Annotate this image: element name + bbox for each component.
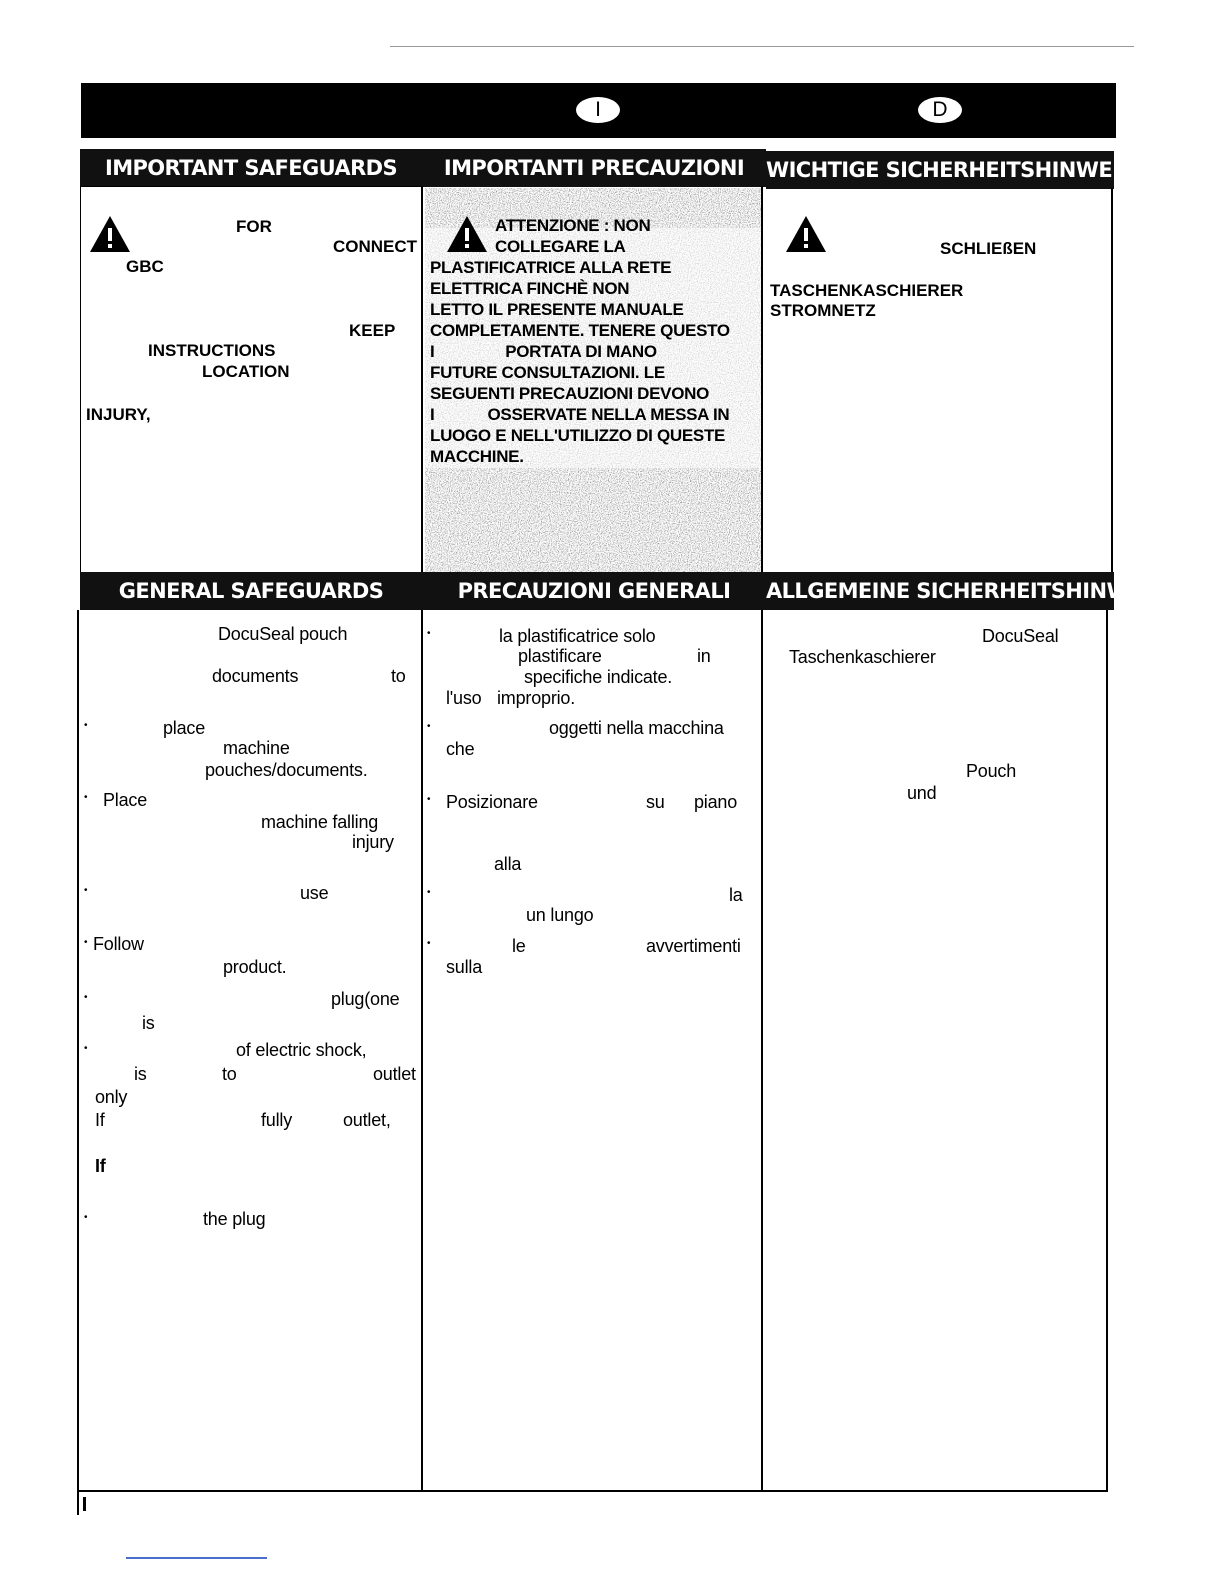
en-general-fragment: of electric shock,	[236, 1040, 367, 1060]
it-general-fragment: sulla	[446, 957, 483, 977]
bottom-border	[77, 1490, 1108, 1492]
it-general-fragment: la plastificatrice solo	[499, 626, 656, 646]
it-general-fragment: un lungo	[526, 905, 594, 925]
warning-icon-italian	[445, 214, 489, 254]
en-general-fragment: pouches/documents.	[205, 760, 368, 780]
it-important-line: ELETTRICA FINCHÈ NON	[430, 279, 630, 298]
it-general-fragment: oggetti nella macchina	[549, 718, 724, 738]
de-general-fragment: und	[907, 783, 937, 803]
it-important-line: I PORTATA DI MANO	[430, 342, 657, 361]
it-important-line: COMPLETAMENTE. TENERE QUESTO	[430, 321, 730, 340]
it-general-fragment: che	[446, 739, 475, 759]
en-important-fragment: LOCATION	[202, 362, 290, 381]
en-general-fragment: DocuSeal pouch	[218, 624, 348, 644]
header-important-safeguards: IMPORTANT SAFEGUARDS	[80, 149, 422, 187]
en-important-fragment: INJURY,	[86, 405, 151, 424]
de-important-fragment: SCHLIEßEN	[940, 239, 1037, 258]
it-important-line: MACCHINE.	[430, 447, 524, 466]
top-scan-line	[390, 46, 1134, 47]
it-general-fragment: plastificare	[518, 646, 602, 666]
it-general-fragment: piano	[694, 792, 738, 812]
bullet: •	[84, 992, 88, 1003]
en-important-fragment: GBC	[126, 257, 164, 276]
en-general-fragment: If	[95, 1110, 105, 1130]
right-border-bottom	[1106, 610, 1108, 1491]
en-general-fragment: machine	[223, 738, 290, 758]
de-general-fragment: DocuSeal	[982, 626, 1059, 646]
en-general-fragment: machine falling	[261, 812, 379, 832]
header-importanti-precauzioni: IMPORTANTI PRECAUZIONI	[422, 149, 766, 187]
it-general-fragment: la	[729, 885, 743, 905]
column-divider-1	[421, 186, 423, 1491]
en-general-fragment: Follow	[93, 934, 144, 954]
header-allgemeine-sicherheitshinweise: ALLGEMEINE SICHERHEITSHINWEISE	[766, 572, 1114, 610]
it-general-fragment: alla	[494, 854, 522, 874]
de-important-fragment: STROMNETZ	[770, 301, 876, 320]
bullet: •	[427, 938, 431, 949]
warning-icon-german	[784, 214, 828, 254]
en-important-fragment: KEEP	[349, 321, 396, 340]
left-border-bottom	[77, 610, 79, 1515]
en-general-fragment: is	[142, 1013, 155, 1033]
it-general-fragment: Posizionare	[446, 792, 538, 812]
it-general-fragment: l'uso	[446, 688, 482, 708]
warning-icon	[88, 214, 132, 254]
en-general-fragment: If	[95, 1156, 106, 1176]
de-general-fragment: Taschenkaschierer	[789, 647, 936, 667]
bullet: •	[427, 794, 431, 805]
it-general-fragment: improprio.	[497, 688, 576, 708]
en-general-fragment: to	[222, 1064, 237, 1084]
it-general-fragment: su	[646, 792, 665, 812]
de-important-fragment: TASCHENKASCHIERER	[770, 281, 964, 300]
en-general-fragment: Place	[103, 790, 148, 810]
bullet: •	[427, 887, 431, 898]
lang-badge-italian: I	[576, 97, 620, 123]
it-important-line: FUTURE CONSULTAZIONI. LE	[430, 363, 665, 382]
bullet: •	[84, 937, 88, 948]
bullet: •	[84, 1043, 88, 1054]
bullet: •	[84, 792, 88, 803]
column-divider-2	[761, 186, 763, 1491]
footer-link-underline	[126, 1557, 267, 1559]
lang-badge-german: D	[918, 97, 962, 123]
en-general-fragment: plug(one	[331, 989, 400, 1009]
it-important-line: ATTENZIONE : NON	[495, 216, 651, 235]
header-general-safeguards: GENERAL SAFEGUARDS	[80, 572, 422, 610]
it-general-fragment: le	[512, 936, 526, 956]
bullet: •	[427, 721, 431, 732]
header-precauzioni-generali: PRECAUZIONI GENERALI	[422, 572, 766, 610]
en-important-fragment: CONNECT	[333, 237, 418, 256]
en-important-fragment: INSTRUCTIONS	[148, 341, 276, 360]
it-important-line: LETTO IL PRESENTE MANUALE	[430, 300, 684, 319]
it-general-fragment: avvertimenti	[646, 936, 741, 956]
en-general-fragment: is	[134, 1064, 147, 1084]
en-general-fragment: place	[163, 718, 206, 738]
en-general-fragment: documents	[212, 666, 299, 686]
it-important-line: SEGUENTI PRECAUZIONI DEVONO	[430, 384, 710, 403]
en-general-fragment: fully	[261, 1110, 293, 1130]
de-general-fragment: Pouch	[966, 761, 1017, 781]
en-general-fragment: injury	[352, 832, 394, 852]
bullet: •	[84, 885, 88, 896]
it-important-line: PLASTIFICATRICE ALLA RETE	[430, 258, 672, 277]
it-general-fragment: specifiche indicate.	[524, 667, 673, 687]
en-general-fragment: use	[300, 883, 329, 903]
it-important-line: I OSSERVATE NELLA MESSA IN	[430, 405, 730, 424]
it-general-fragment: in	[697, 646, 711, 666]
en-general-fragment: only	[95, 1087, 128, 1107]
bullet: •	[84, 720, 88, 731]
en-general-fragment: to	[391, 666, 406, 686]
it-important-line: COLLEGARE LA	[495, 237, 626, 256]
en-general-fragment: the plug	[203, 1209, 266, 1229]
bullet: •	[427, 628, 431, 639]
en-general-fragment: product.	[223, 957, 287, 977]
bullet: •	[84, 1212, 88, 1223]
page-corner-mark	[83, 1497, 86, 1511]
it-important-line: LUOGO E NELL'UTILIZZO DI QUESTE	[430, 426, 726, 445]
right-border-top	[1111, 188, 1113, 576]
en-general-fragment: outlet,	[343, 1110, 391, 1130]
header-wichtige-sicherheitshinweise: WICHTIGE SICHERHEITSHINWEISE	[766, 151, 1114, 189]
en-general-fragment: outlet	[373, 1064, 416, 1084]
en-important-fragment: FOR	[236, 217, 272, 236]
